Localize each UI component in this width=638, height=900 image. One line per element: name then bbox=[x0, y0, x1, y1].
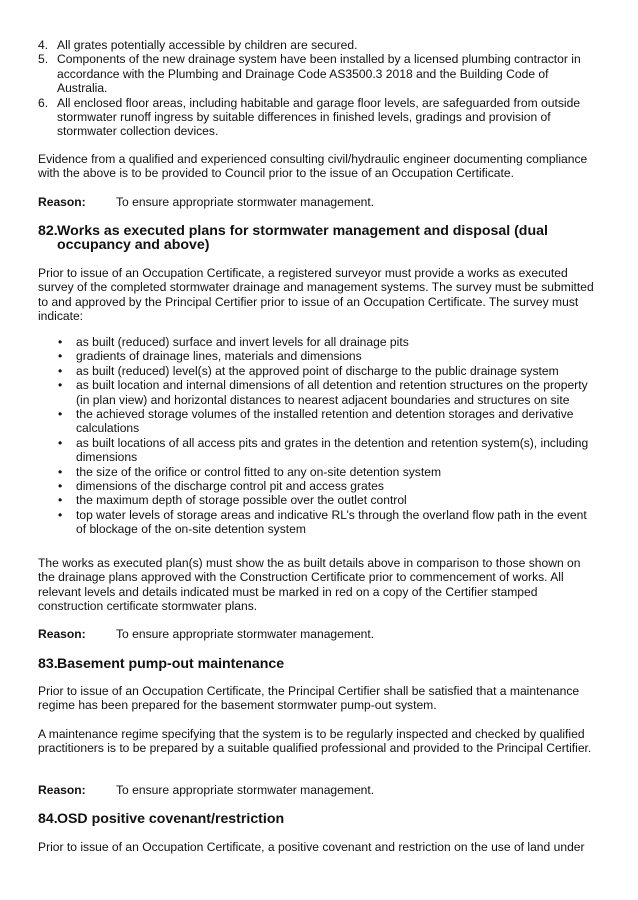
bullet-item bbox=[38, 364, 600, 378]
reason-label: Reason: bbox=[38, 195, 86, 209]
bullet-icon: • bbox=[58, 407, 63, 422]
list-number: 6. bbox=[38, 95, 49, 110]
bullet-icon: • bbox=[58, 378, 63, 393]
bullet-item bbox=[38, 479, 600, 493]
bullet-item bbox=[38, 407, 600, 436]
section-number: 83. bbox=[38, 655, 58, 671]
list-item bbox=[38, 52, 600, 95]
bullet-text: as built locations of all access pits and grates in the detention and retention system(s), including dimensions bbox=[76, 435, 589, 465]
bullet-text: as built (reduced) level(s) at the approved point of discharge to the public drainage system bbox=[76, 363, 559, 378]
reason-label: Reason: bbox=[38, 627, 86, 641]
list-item bbox=[38, 96, 600, 139]
reason-line bbox=[38, 195, 600, 209]
bullet-text: the achieved storage volumes of the installed retention and detention storages and derivative calculations bbox=[76, 407, 574, 436]
bullet-icon: • bbox=[58, 363, 63, 378]
bullet-item bbox=[38, 493, 600, 507]
list-text: All grates potentially accessible by children are secured. bbox=[57, 38, 358, 52]
bullet-icon: • bbox=[58, 493, 63, 508]
section-82-intro: Prior to issue of an Occupation Certificate, a registered surveyor must provide a works as executed survey of the completed stormwater drainage and management systems. The survey must be submitted to and approved by the Principal Certifier prior to issue of an Occupation Certificate. The survey must indicate: bbox=[38, 266, 594, 324]
section-heading-83 bbox=[38, 656, 619, 670]
bullet-item bbox=[38, 436, 600, 465]
reason-text: To ensure appropriate stormwater management. bbox=[116, 783, 375, 797]
bullet-item bbox=[38, 349, 600, 363]
section-83-para-2: A maintenance regime specifying that the system is to be regularly inspected and checked by qualified practitioners is to be prepared by a suitable qualified professional and provided to the Principal Certifier. bbox=[38, 727, 592, 756]
bullet-icon: • bbox=[58, 464, 63, 479]
bullet-icon: • bbox=[58, 479, 63, 494]
bullet-text: as built (reduced) surface and invert levels for all drainage pits bbox=[76, 335, 409, 349]
bullet-item bbox=[38, 335, 600, 349]
section-title: Works as executed plans for stormwater management and disposal (dual occupancy and above) bbox=[57, 222, 548, 253]
list-number: 4. bbox=[38, 38, 49, 52]
list-text: All enclosed floor areas, including habitable and garage floor levels, are safeguarded from outside stormwater runoff ingress by suitable differences in finished levels, gradings and provision of stormwater collection devices. bbox=[57, 95, 581, 139]
bullet-item bbox=[38, 465, 600, 479]
reason-label: Reason: bbox=[38, 783, 86, 797]
section-heading-84 bbox=[38, 811, 619, 825]
list-number: 5. bbox=[38, 52, 49, 67]
section-83-para-1: Prior to issue of an Occupation Certificate, the Principal Certifier shall be satisfied that a maintenance regime has been prepared for the basement stormwater pump-out system. bbox=[38, 684, 580, 713]
bullet-text: as built location and internal dimensions of all detention and retention structures on the property (in plan view) and horizontal distances to nearest adjacent boundaries and structures on site bbox=[76, 378, 588, 407]
section-number: 82. bbox=[38, 222, 58, 238]
bullet-text: dimensions of the discharge control pit and access grates bbox=[76, 479, 384, 494]
bullet-item bbox=[38, 378, 600, 407]
reason-text: To ensure appropriate stormwater management. bbox=[116, 195, 375, 209]
numbered-list bbox=[38, 38, 600, 139]
section-heading-82 bbox=[38, 223, 619, 252]
bullet-icon: • bbox=[58, 435, 63, 450]
evidence-paragraph: Evidence from a qualified and experienced consulting civil/hydraulic engineer documenting compliance with the above is to be provided to Council prior to the issue of an Occupation Certificate. bbox=[38, 152, 588, 181]
section-number: 84. bbox=[38, 810, 58, 826]
section-title: OSD positive covenant/restriction bbox=[57, 810, 285, 826]
reason-text: To ensure appropriate stormwater management. bbox=[116, 627, 375, 641]
section-82-outro: The works as executed plan(s) must show the as built details above in comparison to those shown on the drainage plans approved with the Construction Certificate prior to commencement of works. All relevant levels and details indicated must be marked in red on a copy of the Certifier stamped construction certificate stormwater plans. bbox=[38, 556, 581, 614]
reason-line bbox=[38, 783, 600, 797]
list-text: Components of the new drainage system have been installed by a licensed plumbing contractor in accordance with the Plumbing and Drainage Code AS3500.3 2018 and the Building Code of Australia. bbox=[57, 52, 581, 96]
bullet-text: gradients of drainage lines, materials and dimensions bbox=[76, 349, 362, 364]
reason-line bbox=[38, 627, 600, 641]
bullet-list bbox=[38, 335, 600, 537]
bullet-icon: • bbox=[58, 507, 63, 522]
section-title: Basement pump-out maintenance bbox=[57, 655, 285, 671]
list-item bbox=[38, 38, 600, 52]
bullet-item bbox=[38, 508, 600, 537]
bullet-text: the size of the orifice or control fitted to any on-site detention system bbox=[76, 464, 442, 479]
bullet-text: top water levels of storage areas and indicative RL’s through the overland flow path in the event of blockage of the on-site detention system bbox=[76, 507, 587, 537]
section-84-para-1: Prior to issue of an Occupation Certificate, a positive covenant and restriction on the use of land under bbox=[38, 840, 585, 854]
bullet-icon: • bbox=[58, 349, 63, 364]
bullet-text: the maximum depth of storage possible over the outlet control bbox=[76, 493, 407, 508]
bullet-icon: • bbox=[58, 335, 63, 349]
